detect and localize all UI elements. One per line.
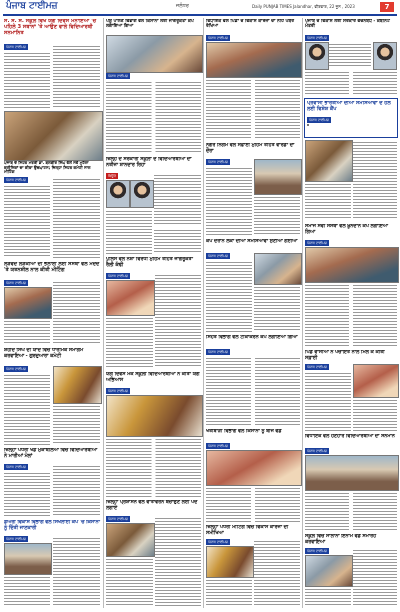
headline: ਡੇਅਰੀ ਵਿਕਾਸ ਵਿਭਾਗ ਵੱਲੋਂ ਸਿਖਲਾਈ ਕੈਂਪ 'ਚ ਕਿਸਾਨਾਂ ਨੂੰ ਦਿੱਤੀ ਜਾਣਕਾਰੀ xyxy=(4,520,100,531)
newspaper-title: ਪੰਜਾਬ ਟਾਈਮਜ਼ xyxy=(6,1,58,11)
person-photo xyxy=(106,180,130,208)
headline: ਸ਼ਹੀਦ ਸਿੰਘ ਦੀ ਯਾਦ ਵਿੱਚ ਧਾਰਮਿਕ ਸਮਾਗਮ ਕਰਵਾਇਆ - ਗੁਰਦੁਆਰਾ ਕਮੇਟੀ xyxy=(4,348,84,359)
byline-tag: ਪੰਜਾਬ ਟਾਈਮਜ਼ xyxy=(307,549,327,553)
byline-tag: ਪੰਜਾਬ ਟਾਈਮਜ਼ xyxy=(6,45,26,49)
byline-tag: ਪੰਜਾਬ ਟਾਈਮਜ਼ xyxy=(208,36,228,40)
byline-tag: ਪੰਜਾਬ ਟਾਈਮਜ਼ xyxy=(307,241,327,245)
headline: ਵਿਧਾਇਕ ਵੱਲੋਂ ਹੋਣਹਾਰ ਵਿਦਿਆਰਥੀਆਂ ਦਾ ਸਨਮਾਨ xyxy=(305,434,395,439)
article-body xyxy=(305,587,351,607)
edition-label: ਜਲੰਧਰ xyxy=(176,3,189,9)
byline-tag: ਪੰਜਾਬ ਟਾਈਮਜ਼ xyxy=(6,367,26,371)
byline-tag: ਪੰਜਾਬ ਟਾਈਮਜ਼ xyxy=(6,281,26,285)
article-body xyxy=(206,356,300,426)
byline-tag: ਪੰਜਾਬ ਟਾਈਮਜ਼ xyxy=(307,365,327,369)
byline-tag: ਪੰਜਾਬ ਟਾਈਮਜ਼ xyxy=(108,389,128,393)
date-line: Daily PUNJAB TIMES Jalandhar, ਵੀਰਵਾਰ, 22 ਜੂਨ , 2023 xyxy=(252,4,355,9)
byline-tag: ਪੰਜਾਬ ਟਾਈਮਜ਼ xyxy=(6,178,26,182)
news-photo xyxy=(206,450,302,486)
headline: ਸਕੂਲ਼ ਵਿੱਚ ਸਾਲਾਨਾ ਇਨਾਮ ਵੰਡ ਸਮਾਰੋਹ ਕਰਵਾਇਆ xyxy=(305,534,377,545)
article-body xyxy=(53,280,100,345)
news-photo xyxy=(106,280,155,316)
news-photo xyxy=(106,35,203,73)
news-photo xyxy=(206,42,302,78)
headline: ਕੈਂਪ ਦੌਰਾਨ ਲੋਕਾਂ ਦੀਆਂ ਸਮੱਸਿਆਵਾਂ ਸੁਣੀਆਂ ਗਈਆਂ xyxy=(206,239,298,244)
byline-tag: ਪੰਜਾਬ ਟਾਈਮਜ਼ xyxy=(108,74,128,78)
article-body xyxy=(206,486,300,522)
headline: ਜ਼ਿਲ੍ਹੇ ਦੇ ਸਰਕਾਰੀ ਸਕੂਲ਼ਾਂ ਦੇ ਵਿਦਿਆਰਥੀਆਂ ਦਾ ਨਤੀਜਾ ਸ਼ਾਨਦਾਰ ਰਿਹਾ xyxy=(106,157,192,168)
article-body xyxy=(353,548,397,607)
article-body xyxy=(254,285,300,332)
article-body xyxy=(4,373,50,445)
headline: ਪੁਲਿਸ ਵੱਲੋਂ ਨਸ਼ਾ ਵਿਰੋਧੀ ਮੁਹਿੰਮ ਤਹਿਤ ਜਾਗਰੂਕਤਾ ਰੈਲੀ ਕੱਢੀ xyxy=(106,257,193,268)
news-photo xyxy=(4,111,103,161)
headline: ਖੇਤੀਬਾੜੀ ਵਿਭਾਗ ਵੱਲੋਂ ਕਿਸਾਨਾਂ ਨੂੰ ਬੀਜ ਵੰਡੇ xyxy=(206,429,282,434)
article-body xyxy=(53,404,100,445)
news-photo xyxy=(254,253,302,285)
headline: ਯੋਗ ਦਿਵਸ ਮੌਕੇ ਸਕੂਲ਼ੀ ਵਿਦਿਆਰਥੀਆਂ ਨੇ ਕੀਤਾ ਯੋਗ ਅਭਿਆਸ xyxy=(106,372,200,383)
headline: ਸ. ਸ. ਸ. ਸਕੂਲ਼ ਵਿਖੇ ਯੋਗ ਦਿਵਸ ਮਨਾਇਆ 'ਚ ਪਹਿਲੇ 3 ਸਥਾਨਾਂ 'ਤੇ ਆਉਣ ਵਾਲੇ ਵਿਦਿਆਰਥੀ ਸਨਮਾਨਿਤ xyxy=(4,19,97,36)
person-photo xyxy=(130,180,154,208)
news-photo xyxy=(305,555,353,587)
byline-tag: ਪੰਜਾਬ ਟਾਈਮਜ਼ xyxy=(307,449,327,453)
headline: ਪਿੰਡ ਵਾਸੀਆਂ ਨੇ ਪੰਚਾਇਤ ਨਾਲ ਮਿਲ ਕੇ ਕੀਤੀ ਸਫ਼ਾਈ xyxy=(305,350,385,361)
article-body xyxy=(106,557,153,607)
byline-tag: ਪੰਜਾਬ ਟਾਈਮਜ਼ xyxy=(208,540,228,544)
article-body xyxy=(206,166,252,236)
byline-tag: ਪੰਜਾਬ ਟਾਈਮਜ਼ xyxy=(6,537,26,541)
article-body xyxy=(106,209,152,254)
headline: ਜ਼ਿਲ੍ਹਾ ਪੱਧਰੀ ਮੀਟਿੰਗ ਵਿੱਚ ਵਿਕਾਸ ਕਾਰਜਾਂ ਦੀ ਸਮੀਖਿਆ xyxy=(206,525,289,536)
article-body xyxy=(329,42,371,68)
article-body xyxy=(353,398,397,431)
headline: ਜ਼ਿਲ੍ਹਾ ਪੱਧਰੀ ਖੇਡ ਮੁਕਾਬਲਿਆਂ ਵਿੱਚ ਵਿਦਿਆਰਥੀਆਂ ਨੇ ਮਾਰੀਆਂ ਮੱਲਾਂ xyxy=(4,448,98,459)
person-photo xyxy=(307,124,309,126)
news-photo xyxy=(4,543,52,575)
article-body xyxy=(4,184,50,258)
article-body xyxy=(305,371,351,431)
article-body xyxy=(206,78,300,140)
person-photo xyxy=(305,42,329,70)
article-body xyxy=(4,51,50,109)
article-body xyxy=(154,173,201,225)
news-photo xyxy=(106,523,155,557)
article-body xyxy=(206,260,252,332)
headline: ਲੋੜਵੰਦ ਲੜਕੀਆਂ ਦੀ ਭਲਾਈ ਲਈ ਸੰਸਥਾ ਵੱਲੋਂ ਮਦਦ 'ਤੇ ਯਤਨਸ਼ੀਲ ਨਾਲ ਕੀਤੀ ਮੀਟਿੰਗ xyxy=(4,262,100,273)
news-photo xyxy=(254,159,302,195)
article-body xyxy=(53,44,100,109)
byline-tag: ਪੰਜਾਬ ਟਾਈਮਜ਼ xyxy=(6,465,26,469)
person-photo xyxy=(373,42,397,70)
article-body xyxy=(106,80,201,154)
masthead-rule xyxy=(3,14,397,16)
article-body xyxy=(305,70,397,96)
headline: ਪੰਜਾਬ ਦੇ ਸਿਹਤ ਮੰਤਰੀ ਡਾ. ਬਲਬੀਰ ਸਿੰਘ ਵੱਲੋਂ ਨਵੇਂ ਮੁਹੱਲਾ ਕਲੀਨਿਕਾਂ ਦਾ ਕੀਤਾ ਉਦਘਾਟਨ; ਜ਼ਿਲ੍ਹਾ ਸਿਹਤ ਕਮੇਟੀ ਨਾਲ ਮੀਟਿੰਗ xyxy=(4,161,91,175)
news-photo xyxy=(305,455,399,491)
column-divider xyxy=(302,18,303,608)
column-divider xyxy=(103,18,104,608)
article-body xyxy=(106,316,153,368)
article-body xyxy=(254,539,300,607)
news-photo xyxy=(353,364,399,398)
headline: ਪਸ਼ੂ ਪਾਲਣ ਵਿਭਾਗ ਵੱਲੋਂ ਕਿਸਾਨਾਂ ਲਈ ਜਾਗਰੂਕਤਾ ਕੈਂਪ ਲਗਾਇਆ ਗਿਆ xyxy=(106,19,194,30)
article-body xyxy=(53,177,100,258)
article-body xyxy=(353,140,397,220)
column-divider xyxy=(203,18,204,608)
article-body xyxy=(106,437,201,497)
article-body xyxy=(305,283,397,347)
page-number: 7 xyxy=(380,2,394,12)
news-photo xyxy=(305,247,399,283)
article-body xyxy=(53,536,100,607)
article-body xyxy=(4,471,50,517)
news-photo xyxy=(53,366,102,404)
byline-tag: ਪੰਜਾਬ ਟਾਈਮਜ਼ xyxy=(208,254,228,258)
article-body xyxy=(305,182,351,220)
headline: ਵਿਧਾਇਕ ਵੱਲੋਂ ਪਿੰਡਾਂ ਦੇ ਵਿਕਾਸ ਕਾਰਜਾਂ ਦਾ ਨੀਂਹ ਪੱਥਰ ਰੱਖਿਆ xyxy=(206,19,295,30)
article-body xyxy=(4,319,50,345)
byline-tag: ਪੰਜਾਬ ਟਾਈਮਜ਼ xyxy=(309,118,329,122)
article-body xyxy=(53,464,100,517)
article-body xyxy=(254,195,300,236)
masthead xyxy=(0,0,400,14)
byline-tag: ਪੰਜਾਬ ਟਾਈਮਜ਼ xyxy=(108,274,128,278)
headline: ਨਗਰ ਨਿਗਮ ਵੱਲੋਂ ਸਫ਼ਾਈ ਮੁਹਿੰਮ ਤਹਿਤ ਵਾਰਡਾਂ ਦਾ ਦੌਰਾ xyxy=(206,143,295,154)
byline-tag: ਬਿਊਰੋ xyxy=(108,174,117,178)
article-body xyxy=(4,575,50,607)
article-body xyxy=(305,491,397,531)
headline: ਪੰਜਾਬ ਦੇ ਵਿਕਾਸ ਲਈ ਸਰਕਾਰ ਵਚਨਬੱਧ - ਕੈਬਨਿਟ ਮੰਤਰੀ xyxy=(305,19,390,30)
article-body xyxy=(154,228,201,254)
headline: ਪ੍ਰਵਾਸੀ ਭਾਰਤੀਆਂ ਦੀਆਂ ਸਮੱਸਿਆਵਾਂ ਦੇ ਹੱਲ ਲਈ ਵਿਸ਼ੇਸ਼ ਕੈਂਪ xyxy=(307,101,391,112)
headline: ਸਿਹਤ ਵਿਭਾਗ ਵੱਲੋਂ ਟੀਕਾਕਰਨ ਕੈਂਪ ਲਗਾਇਆ ਗਿਆ xyxy=(206,335,298,340)
article-body xyxy=(206,578,252,607)
byline-tag: ਪੰਜਾਬ ਟਾਈਮਜ਼ xyxy=(208,160,228,164)
news-photo xyxy=(4,287,52,319)
article-body xyxy=(155,516,201,607)
news-photo xyxy=(206,546,254,578)
news-photo xyxy=(305,140,353,182)
headline: ਸਮਾਜ ਸੇਵੀ ਸੰਸਥਾ ਵੱਲੋਂ ਖ਼ੂਨਦਾਨ ਕੈਂਪ ਲਗਾਇਆ ਗਿਆ xyxy=(305,224,388,235)
byline-tag: ਪੰਜਾਬ ਟਾਈਮਜ਼ xyxy=(108,517,128,521)
byline-tag: ਪੰਜਾਬ ਟਾਈਮਜ਼ xyxy=(208,444,228,448)
byline-tag: ਪੰਜਾਬ ਟਾਈਮਜ਼ xyxy=(307,36,327,40)
article-body xyxy=(155,273,201,368)
news-photo xyxy=(106,395,203,437)
byline-tag: ਪੰਜਾਬ ਟਾਈਮਜ਼ xyxy=(208,350,228,354)
headline: ਜ਼ਿਲ੍ਹਾ ਪ੍ਰਸ਼ਾਸਨ ਵੱਲੋਂ ਵਾਤਾਵਰਨ ਬਚਾਉਣ ਲਈ ਪੌਦੇ ਲਗਾਏ xyxy=(106,500,198,511)
